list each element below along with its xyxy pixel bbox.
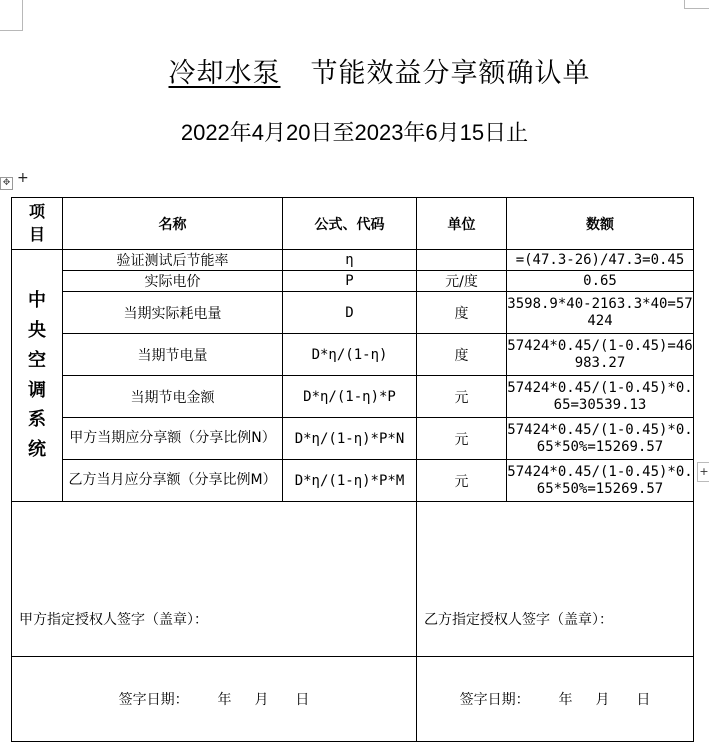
row-formula: P (283, 271, 417, 292)
table-row (12, 460, 694, 502)
row-unit: 元/度 (417, 271, 507, 292)
row-formula: D*η/(1-η)*P (283, 376, 417, 418)
page-corner-mark-left (0, 0, 23, 31)
move-table-icon[interactable]: ✥ (0, 177, 13, 190)
row-unit: 元 (417, 460, 507, 502)
category-label: 中央空调系统 (28, 290, 46, 460)
table-row (12, 271, 694, 292)
document-title (0, 54, 709, 94)
party-a-signature-cell[interactable] (12, 502, 417, 657)
row-unit: 度 (417, 334, 507, 376)
header-row (12, 198, 694, 250)
party-b-date-cell[interactable] (417, 657, 694, 742)
table-row (12, 376, 694, 418)
row-formula: D*η/(1-η) (283, 334, 417, 376)
row-formula: D (283, 292, 417, 334)
row-name: 当期实际耗电量 (63, 292, 283, 334)
date-range-subtitle: 2022年4月20日至2023年6月15日止 (180, 120, 529, 145)
date-row (12, 657, 694, 742)
page-corner-mark-right (684, 0, 709, 9)
row-name: 甲方当期应分享额（分享比例N） (63, 418, 283, 460)
table-row (12, 418, 694, 460)
month-label: 月 (254, 692, 269, 708)
row-unit: 元 (417, 376, 507, 418)
month-label: 月 (595, 692, 610, 708)
row-unit (417, 250, 507, 271)
party-b-signature-label: 乙方指定授权人签字（盖章）： (424, 612, 613, 628)
row-formula: D*η/(1-η)*P*M (283, 460, 417, 502)
row-name: 验证测试后节能率 (63, 250, 283, 271)
row-amount: 57424*0.45/(1-0.45)=46983.27 (507, 334, 694, 376)
date-label: 签字日期： (118, 692, 189, 708)
table-row (12, 334, 694, 376)
header-amount: 数额 (507, 198, 694, 250)
confirmation-table (11, 197, 694, 742)
table-row (12, 292, 694, 334)
title-underlined-part: 冷却水泵 (168, 58, 281, 89)
table-row (12, 250, 694, 271)
row-formula: D*η/(1-η)*P*N (283, 418, 417, 460)
category-cell (12, 250, 63, 502)
row-formula: η (283, 250, 417, 271)
party-b-signature-cell[interactable] (417, 502, 694, 657)
add-column-icon[interactable]: + (697, 462, 709, 482)
row-name: 当期节电量 (63, 334, 283, 376)
row-name: 实际电价 (63, 271, 283, 292)
row-amount: 3598.9*40-2163.3*40=57424 (507, 292, 694, 334)
party-a-signature-label: 甲方指定授权人签字（盖章）： (19, 612, 208, 628)
row-amount: 57424*0.45/(1-0.45)*0.65*50%=15269.57 (507, 460, 694, 502)
header-formula: 公式、代码 (283, 198, 417, 250)
row-amount: =(47.3-26)/47.3=0.45 (507, 250, 694, 271)
row-name: 乙方当月应分享额（分享比例M） (63, 460, 283, 502)
title-text: 节能效益分享额确认单 (310, 58, 591, 89)
day-label: 日 (636, 692, 651, 708)
row-unit: 元 (417, 418, 507, 460)
row-amount: 57424*0.45/(1-0.45)*0.65*50%=15269.57 (507, 418, 694, 460)
year-label: 年 (217, 692, 232, 708)
header-unit: 单位 (417, 198, 507, 250)
row-amount: 57424*0.45/(1-0.45)*0.65=30539.13 (507, 376, 694, 418)
header-item: 项目 (12, 198, 63, 250)
day-label: 日 (295, 692, 310, 708)
party-a-date-cell[interactable] (12, 657, 417, 742)
row-amount: 0.65 (507, 271, 694, 292)
year-label: 年 (558, 692, 573, 708)
row-name: 当期节电金额 (63, 376, 283, 418)
signature-row (12, 502, 694, 657)
add-row-icon[interactable]: + (17, 170, 29, 186)
date-label: 签字日期： (459, 692, 530, 708)
header-name: 名称 (63, 198, 283, 250)
row-unit: 度 (417, 292, 507, 334)
